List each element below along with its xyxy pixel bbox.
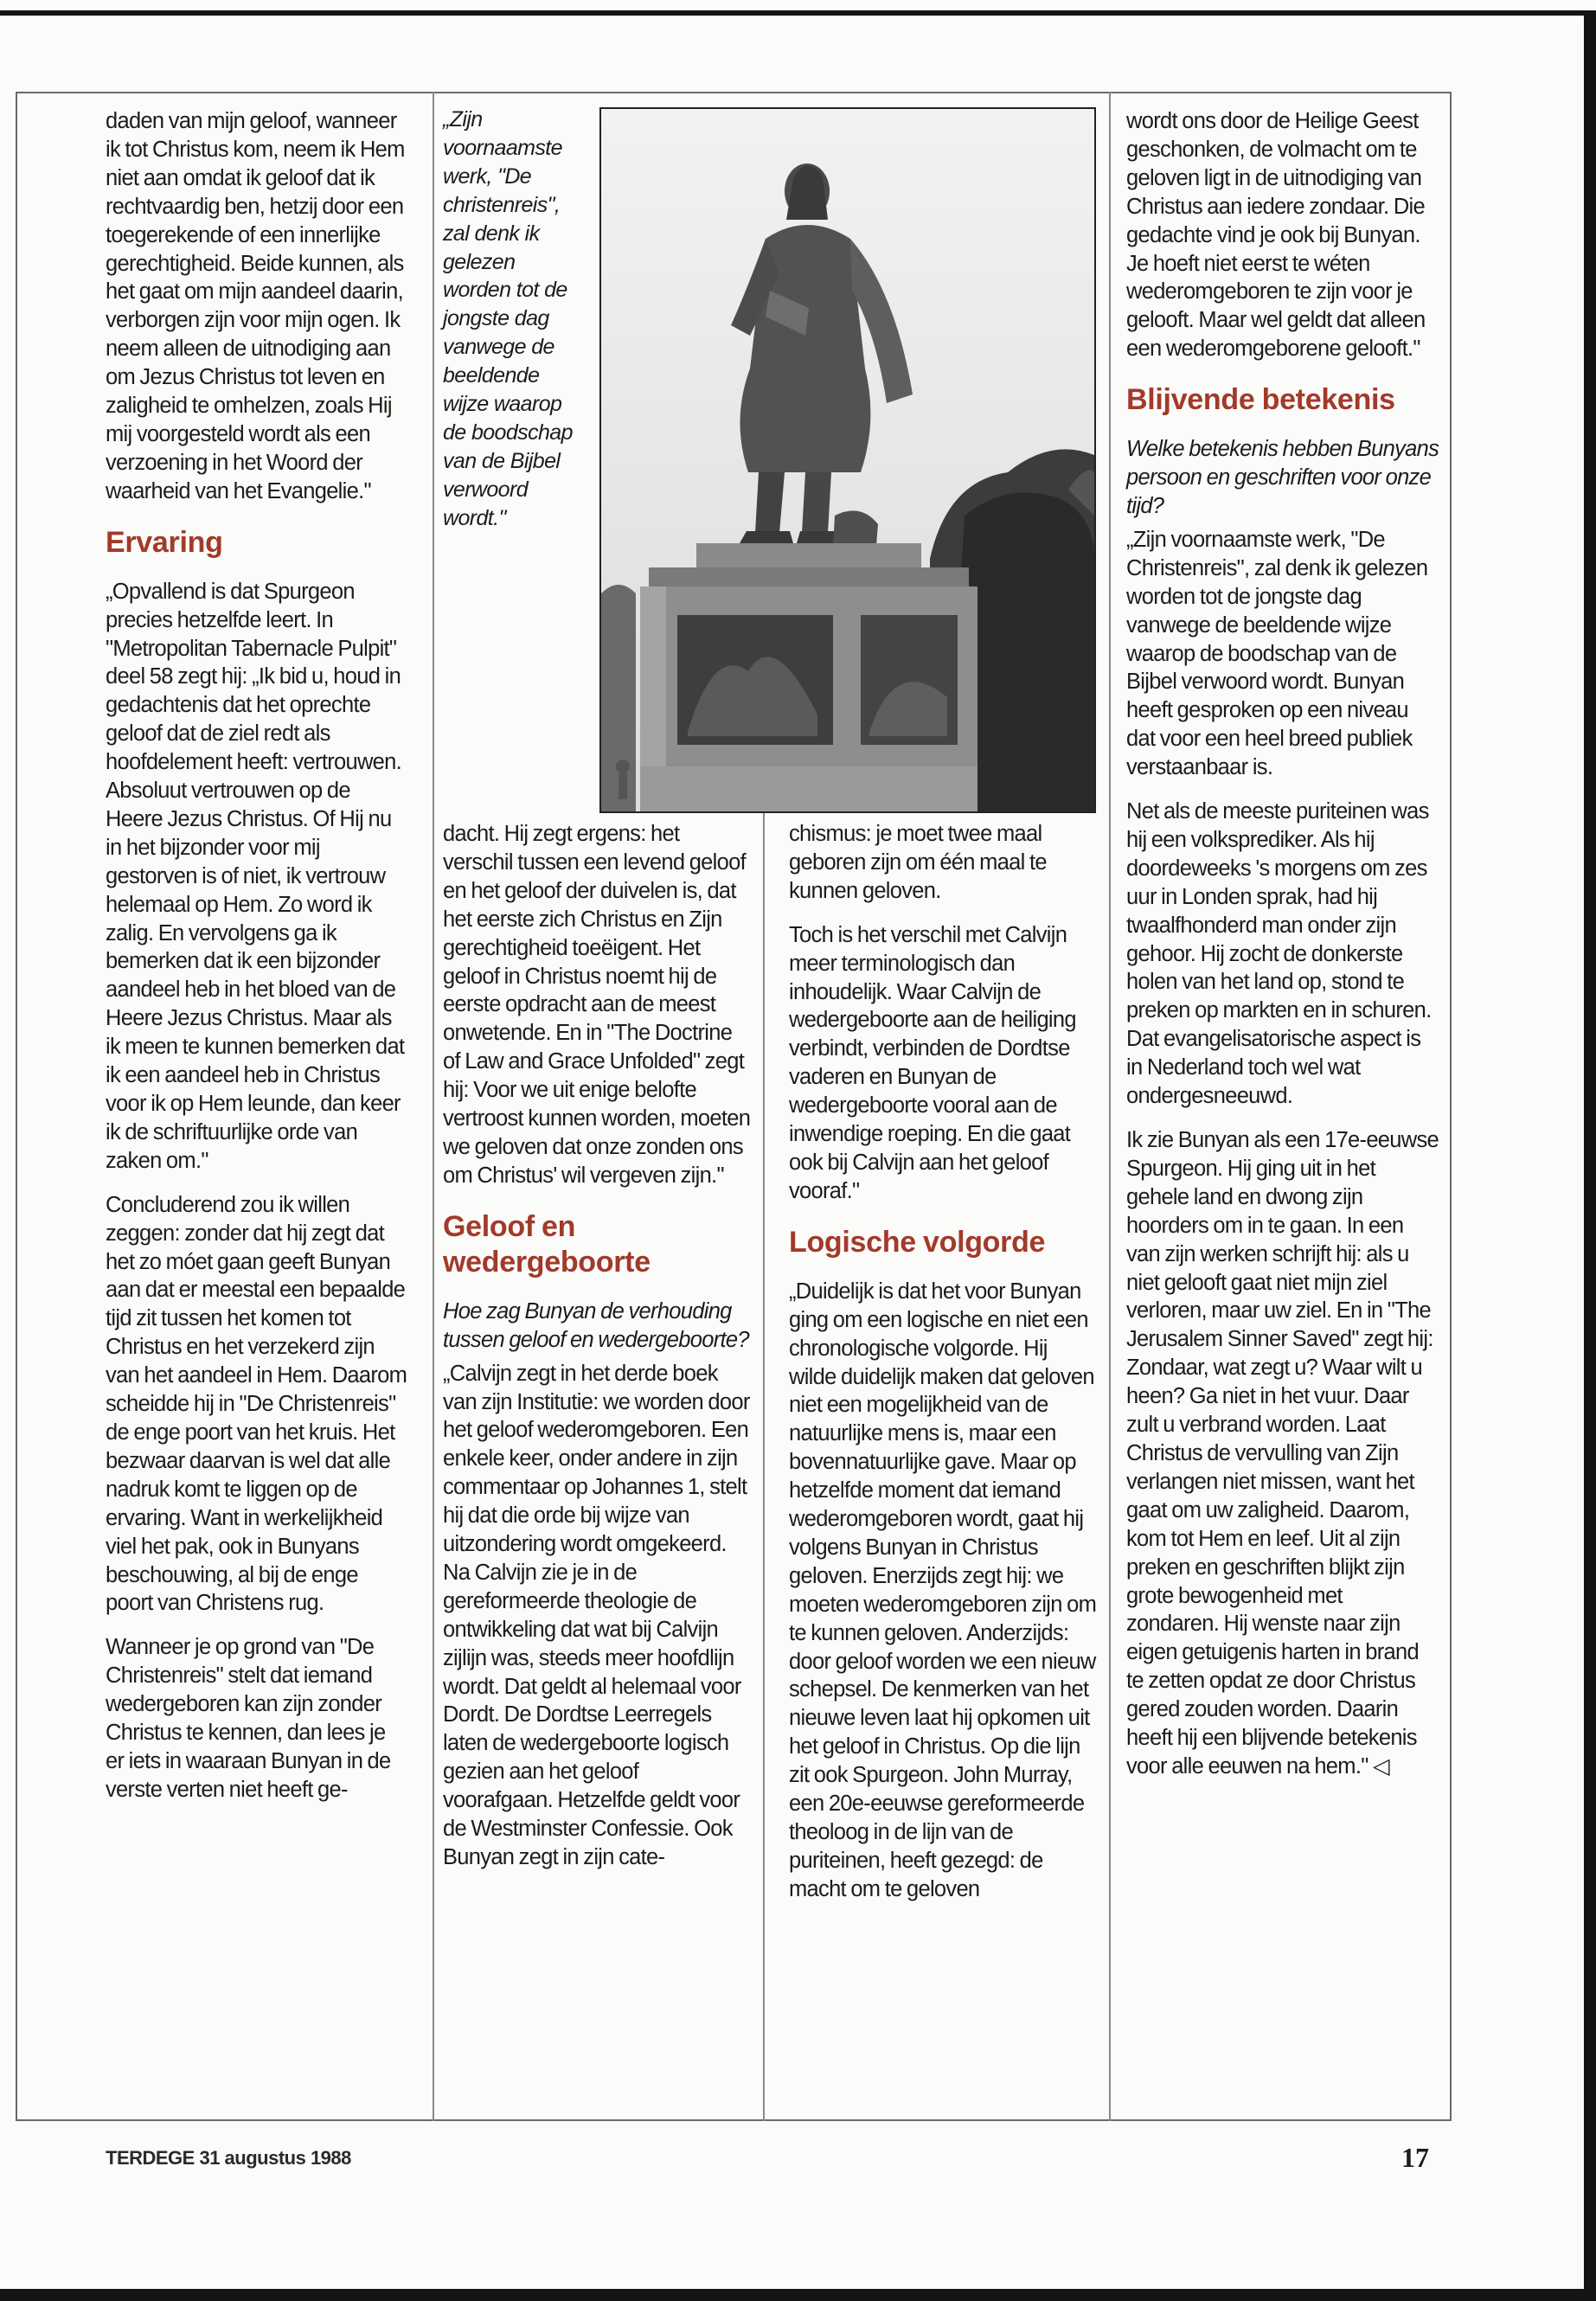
section-heading: Blijvende betekenis xyxy=(1126,383,1395,417)
pull-quote: „Zijn voornaamste werk, "De christenreis", zal denk ik gelezen worden tot de jongste dag vanwege de beeldende wijze waarop de boodschap van de Bijbel verwoord wordt." xyxy=(443,107,573,530)
paragraph: daden van mijn geloof, wanneer ik tot Christus kom, neem ik Hem niet aan omdat ik geloof dat ik rechtvaardig ben, hetzij door een toegerekende of een innerlijke gerechtigheid. Beide kunnen, als het gaat om mijn aandeel daarin, verborgen zijn voor mijn ogen. Ik neem alleen de uitnodiging aan om Jezus Christus tot leven en zaligheid te omhelzen, zoals Hij mij voorgesteld wordt als een verzoening in het Woord der waarheid van het Evangelie." xyxy=(106,109,405,503)
statue-image xyxy=(601,109,1094,811)
paragraph: „Calvijn zegt in het derde boek van zijn Institutie: we worden door het geloof wederomgeboren. Een enkele keer, onder andere in zijn commentaar op Johannes 1, stelt hij dat die orde bij wijze van uitzondering wordt omgekeerd. Na Calvijn zie je in de gereformeerde theologie de ontwikkeling dat wat bij Calvijn zijlijn was, steeds meer hoofdlijn wordt. Dat geldt al helemaal voor Dordt. De Dordtse Leerregels laten de wedergeboorte logisch gezien aan het geloof voorafgaan. Hetzelfde geldt voor de Westminster Confessie. Ook Bunyan zegt in zijn cate- xyxy=(443,1361,750,1869)
paragraph: wordt ons door de Heilige Geest geschonken, de volmacht om te geloven ligt in de uitnodiging van Christus aan iedere zondaar. Die gedachte vind je ook bij Bunyan. Je hoeft niet eerst te wéten wederomgeboren te zijn voor je gelooft. Maar wel geldt dat alleen een wederomgeborene gelooft." xyxy=(1126,109,1426,362)
interview-question: Hoe zag Bunyan de verhouding tussen geloof en wedergeboorte? xyxy=(443,1298,749,1352)
section-heading: Geloof en wedergeboorte xyxy=(443,1209,651,1279)
paragraph: Net als de meeste puriteinen was hij een volksprediker. Als hij doordeweeks 's morgens om zes uur in Londen sprak, had hij twaalfhonderd man onder zijn gehoor. Hij zocht de donkerste holen van het land op, stond te preken op markten en in schuren. Dat evangelisatorische aspect is in Nederland toch wel wat ondergesneeuwd. xyxy=(1126,799,1432,1109)
paragraph: „Duidelijk is dat het voor Bunyan ging om een logische en niet een chronologische volgorde. Hij wilde duidelijk maken dat geloven niet een mogelijkheid van de natuurlijke mens is, maar een bovennatuurlijke gave. Maar op hetzelfde moment dat iemand wederomgeboren wordt, gaat hij volgens Bunyan in Christus geloven. Enerzijds zegt hij: we moeten wederomgeboren zijn om te kunnen geloven. Anderzijds: door geloof worden we een nieuw schepsel. De kenmerken van het nieuwe leven laat hij opkomen uit het geloof in Christus. Op die lijn zit ook Spurgeon. John Murray, een 20e-eeuwse gereformeerde theoloog in de lijn van de puriteinen, heeft gezegd: de macht om te geloven xyxy=(789,1279,1097,1901)
column-rule-1 xyxy=(433,92,434,2121)
article-column-3 xyxy=(789,820,1099,1909)
section-heading: Logische volgorde xyxy=(789,1225,1046,1259)
paragraph: „Opvallend is dat Spurgeon precies hetzelfde leert. In "Metropolitan Tabernacle Pulpit" deel 58 zegt hij: „Ik bid u, houd in gedachtenis dat het oprechte geloof dat de ziel redt als hoofdelement heeft: vertrouwen. Absoluut vertrouwen op de Heere Jezus Christus. Of Hij nu in het bijzonder voor mij gestorven is of niet, ik vertrouw helemaal op Hem. Zo word ik zalig. En vervolgens ga ik bemerken dat ik een bijzonder aandeel heb in het bloed van de Heere Jezus Christus. Maar als ik meen te kunnen bemerken dat ik een aandeel heb in Christus voor ik op Hem leunde, dan keer ik de schriftuurlijke orde van zaken om." xyxy=(106,579,405,1173)
interview-question: Welke betekenis hebben Bunyans persoon en geschriften voor onze tijd? xyxy=(1126,437,1439,518)
paragraph: dacht. Hij zegt ergens: het verschil tussen een levend geloof en het geloof der duivelen is, dat het eerste zich Christus en Zijn gerechtigheid toeëigent. Het geloof in Christus noemt hij de eerste opdracht aan de meest onwetende. En in "The Doctrine of Law and Grace Unfolded" zegt hij: Voor we uit enige belofte vertroost kunnen worden, moeten we geloven dat onze zonden ons om Christus' wil vergeven zijn." xyxy=(443,822,751,1188)
column-rule-2 xyxy=(763,813,765,2121)
paragraph: chismus: je moet twee maal geboren zijn om één maal te kunnen geloven. xyxy=(789,822,1047,903)
issue-footer: TERDEGE 31 augustus 1988 xyxy=(106,2147,351,2169)
column-rule-3 xyxy=(1109,92,1111,2121)
scan-edge-right xyxy=(1584,10,1596,2301)
paragraph: „Zijn voornaamste werk, "De Christenreis", zal denk ik gelezen worden tot de jongste dag vanwege de beeldende wijze waarop de boodschap van de Bijbel verwoord wordt. Bunyan heeft gesproken op een niveau dat voor een heel breed publiek verstaanbaar is. xyxy=(1126,527,1428,780)
article-column-1 xyxy=(106,107,408,1810)
page-number: 17 xyxy=(1401,2142,1429,2173)
paragraph: Ik zie Bunyan als een 17e-eeuwse Spurgeon. Hij ging uit in het gehele land en dwong zijn hoorders om in te gaan. In een van zijn werken schrijft hij: als u niet gelooft gaat niet mijn ziel verloren, maar uw ziel. En in "The Jerusalem Sinner Saved" zegt hij: Zondaar, wat zegt u? Waar wilt u heen? Ga niet in het vuur. Daar zult u verbrand worden. Laat Christus de vervulling van Zijn verlangen niet missen, want het gaat om uw zaligheid. Daarom, kom tot Hem en leef. Uit al zijn preken en geschriften blijkt zijn grote bewogenheid met zondaren. Hij wenste naar zijn eigen getuigenis harten in brand te zetten opdat ze door Christus gered zouden worden. Daarin heeft hij een blijvende betekenis voor alle eeuwen na hem." ◁ xyxy=(1126,1128,1439,1779)
paragraph: Toch is het verschil met Calvijn meer terminologisch dan inhoudelijk. Waar Calvijn de wedergeboorte aan de heiliging verbindt, verbinden de Dordtse vaderen en Bunyan de wedergeboorte vooral aan de inwendige roeping. En die gaat ook bij Calvijn aan het geloof vooraf." xyxy=(789,922,1076,1203)
article-column-4 xyxy=(1126,107,1439,1786)
scan-edge-bottom xyxy=(0,2289,1596,2301)
bunyan-statue-photo xyxy=(599,107,1096,813)
section-heading: Ervaring xyxy=(106,525,223,559)
paragraph: Wanneer je op grond van "De Christenreis" stelt dat iemand wedergeboren kan zijn zonder Christus te kennen, dan lees je er iets in waaraan Bunyan in de verste verten niet heeft ge- xyxy=(106,1635,391,1802)
paragraph: Concluderend zou ik willen zeggen: zonder dat hij zegt dat het zo móet gaan geeft Bunyan aan dat er meestal een bepaalde tijd zit tussen het komen tot Christus en het verzekerd zijn van het aandeel in Hem. Daarom scheidde hij in "De Christenreis" de enge poort van het kruis. Het bezwaar daarvan is wel dat alle nadruk komt te liggen op de ervaring. Want in werkelijkheid viel het pak, ook in Bunyans beschouwing, al bij de enge poort van Christens rug. xyxy=(106,1192,407,1616)
article-column-2 xyxy=(443,820,753,1877)
top-rule xyxy=(0,10,1596,16)
